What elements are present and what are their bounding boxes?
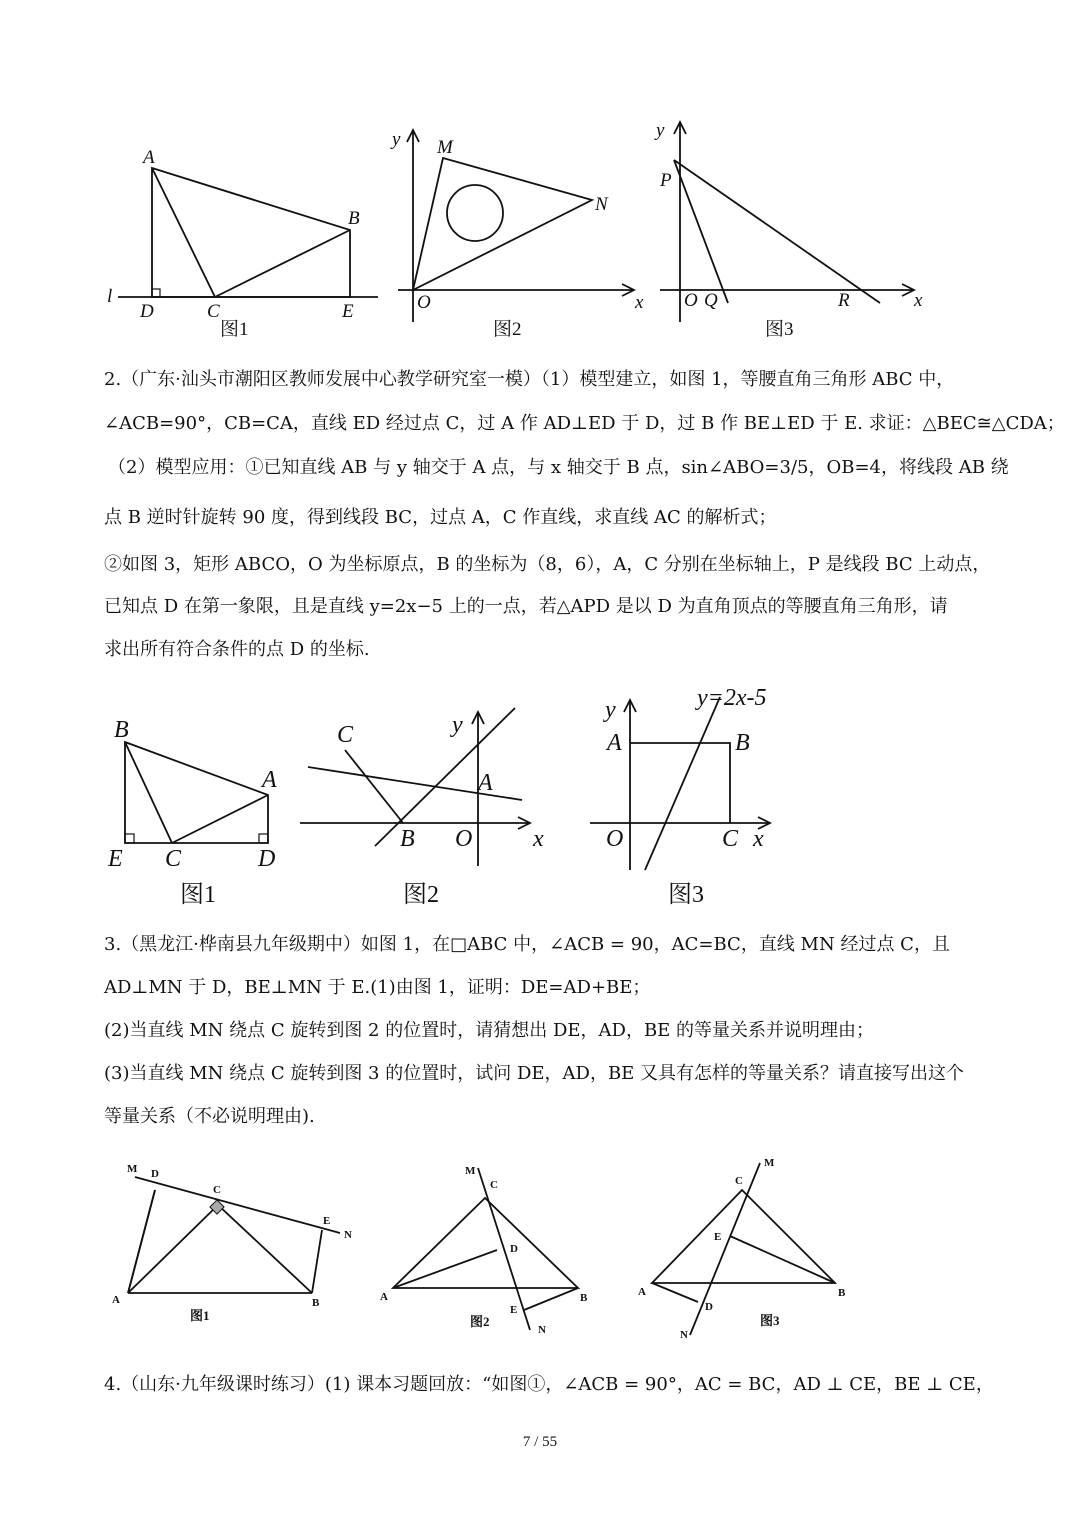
figure-label: C xyxy=(337,722,354,748)
figure-label: 图3 xyxy=(765,319,794,340)
figure-label: M xyxy=(764,1157,775,1169)
figure-label: x xyxy=(635,292,644,313)
figure-label: y xyxy=(392,129,401,150)
problem-3-line: (3)当直线 MN 绕点 C 旋转到图 3 的位置时，试问 DE，AD，BE 又具有怎样的等量关系？请直接写出这个 xyxy=(104,1063,965,1084)
figure-label: y=2x-5 xyxy=(697,685,767,711)
figure-label: A xyxy=(607,730,622,756)
figure-label: C xyxy=(165,846,182,872)
figure-label: A xyxy=(380,1291,388,1303)
figure-label: D xyxy=(705,1301,713,1313)
figure-label: E xyxy=(108,846,123,872)
figure-label: B xyxy=(735,730,750,756)
figure-label: E xyxy=(510,1304,518,1316)
figure-label: D xyxy=(258,846,276,872)
figure-label: M xyxy=(437,137,453,158)
figure-label: A xyxy=(478,770,493,796)
figure-label: 图2 xyxy=(403,882,439,908)
figure-label: 图2 xyxy=(493,319,522,340)
figure-label: l xyxy=(107,286,113,307)
figure-1-row3 xyxy=(112,1163,352,1323)
figure-label: B xyxy=(580,1292,588,1304)
figure-label: 图1 xyxy=(190,1308,210,1323)
problem-2-line: 点 B 逆时针旋转 90 度，得到线段 BC，过点 A，C 作直线，求直线 AC 的解析式； xyxy=(104,507,777,528)
figure-label: 图3 xyxy=(668,882,704,908)
problem-2-line: 2.（广东·汕头市潮阳区教师发展中心教学研究室一模）（1）模型建立，如图 1，等腰直角三角形 ABC 中， xyxy=(104,369,955,390)
figure-label: y xyxy=(605,697,616,723)
figure-label: N xyxy=(680,1329,688,1341)
page-number: 7 / 55 xyxy=(522,1434,558,1450)
figure-label: C xyxy=(722,826,739,852)
figure-label: D xyxy=(510,1243,518,1255)
problem-3-line: AD⊥MN 于 D，BE⊥MN 于 E.(1)由图 1，证明：DE=AD+BE； xyxy=(104,977,651,998)
figure-label: E xyxy=(342,301,354,322)
figure-label: M xyxy=(465,1165,476,1177)
problem-2-line: 求出所有符合条件的点 D 的坐标. xyxy=(104,639,370,660)
figure-label: B xyxy=(838,1287,846,1299)
figure-label: N xyxy=(538,1324,546,1336)
figure-label: x xyxy=(914,290,923,311)
problem-2-line: 已知点 D 在第一象限，且是直线 y=2x−5 上的一点，若△APD 是以 D 为直角顶点的等腰直角三角形，请 xyxy=(104,596,948,617)
figure-label: B xyxy=(348,208,360,229)
figure-label: y xyxy=(656,120,665,141)
figure-label: D xyxy=(151,1168,159,1180)
figure-label: D xyxy=(140,301,154,322)
figure-label: 图1 xyxy=(180,882,216,908)
figure-label: Q xyxy=(704,290,718,311)
figure-label: A xyxy=(262,767,277,793)
figure-label: N xyxy=(344,1229,352,1241)
figure-label: C xyxy=(207,301,220,322)
figure-label: O xyxy=(417,292,431,313)
figure-label: x xyxy=(753,826,764,852)
figure-label: 图3 xyxy=(760,1313,780,1328)
problem-2-line: ②如图 3，矩形 ABCO，O 为坐标原点，B 的坐标为（8，6），A，C 分别在坐标轴上，P 是线段 BC 上动点， xyxy=(104,554,991,575)
figure-label: E xyxy=(323,1215,331,1227)
figure-label: A xyxy=(112,1294,120,1306)
figure-label: N xyxy=(595,194,608,215)
figure-label: O xyxy=(455,826,473,852)
figure-label: A xyxy=(143,147,155,168)
figure-label: 图1 xyxy=(220,319,249,340)
figure-label: C xyxy=(735,1175,743,1187)
figure-label: O xyxy=(684,290,698,311)
problem-3-line: 3.（黑龙江·桦南县九年级期中）如图 1，在□ABC 中，∠ACB = 90，AC=BC，直线 MN 经过点 C，且 xyxy=(104,934,950,955)
figure-label: B xyxy=(312,1297,320,1309)
problem-2-line: （2）模型应用：①已知直线 AB 与 y 轴交于 A 点，与 x 轴交于 B 点，sin∠ABO=3/5，OB=4，将线段 AB 绕 xyxy=(108,457,1009,478)
problem-2-line: ∠ACB=90°，CB=CA，直线 ED 经过点 C，过 A 作 AD⊥ED 于 D，过 B 作 BE⊥ED 于 E. 求证：△BEC≅△CDA； xyxy=(104,413,1065,434)
figure-label: B xyxy=(400,826,415,852)
figure-3-row3 xyxy=(638,1157,846,1341)
figure-label: E xyxy=(714,1231,722,1243)
figure-label: C xyxy=(213,1184,221,1196)
problem-3-line: (2)当直线 MN 绕点 C 旋转到图 2 的位置时，请猜想出 DE，AD，BE 的等量关系并说明理由； xyxy=(104,1020,875,1041)
figure-label: O xyxy=(606,826,624,852)
figure-label: 图2 xyxy=(470,1314,490,1329)
figure-label: x xyxy=(533,826,544,852)
figure-label: M xyxy=(127,1163,138,1175)
problem-3-line: 等量关系（不必说明理由). xyxy=(104,1106,315,1127)
figure-label: A xyxy=(638,1286,646,1298)
figure-label: R xyxy=(838,290,850,311)
problem-4-line: 4.（山东·九年级课时练习）(1) 课本习题回放：“如图①，∠ACB = 90°，AC = BC，AD ⊥ CE，BE ⊥ CE， xyxy=(104,1374,994,1395)
figure-label: y xyxy=(452,712,463,738)
figure-label: B xyxy=(114,717,129,743)
figure-label: P xyxy=(660,170,672,191)
figure-2-row3 xyxy=(380,1165,588,1336)
figure-label: C xyxy=(490,1179,498,1191)
